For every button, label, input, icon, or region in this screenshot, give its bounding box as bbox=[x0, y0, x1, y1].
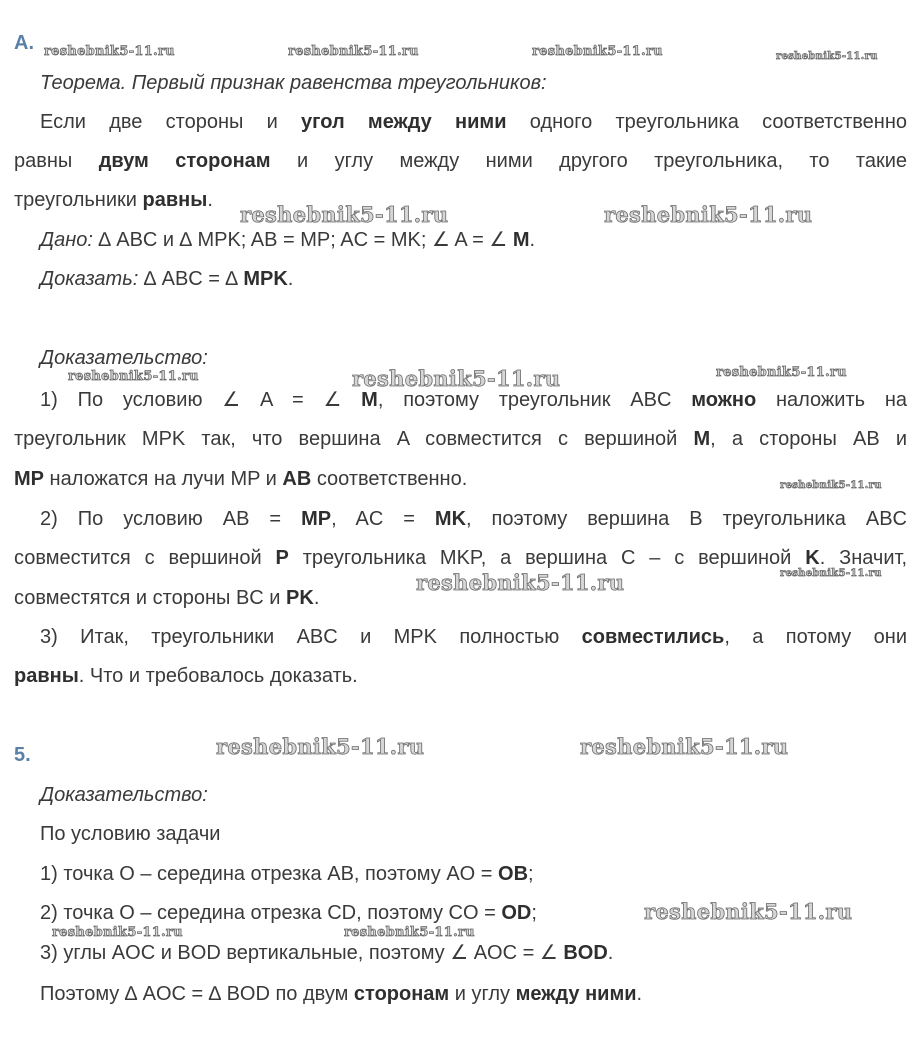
watermark: reshebnik5-11.ru bbox=[288, 44, 419, 59]
section-number-a: А. bbox=[14, 32, 34, 54]
watermark: reshebnik5-11.ru bbox=[716, 365, 847, 380]
theorem-title: Теорема. Первый признак равенства треугольников: bbox=[40, 72, 547, 94]
watermark: reshebnik5-11.ru bbox=[416, 570, 625, 595]
watermark: reshebnik5-11.ru bbox=[580, 734, 789, 759]
watermark: reshebnik5-11.ru bbox=[532, 44, 663, 59]
item-1: 1) точка O – середина отрезка AB, поэтому AO = OB; bbox=[40, 863, 534, 885]
watermark: reshebnik5-11.ru bbox=[644, 899, 853, 924]
watermark: reshebnik5-11.ru bbox=[216, 734, 425, 759]
watermark: reshebnik5-11.ru bbox=[780, 480, 882, 491]
watermark: reshebnik5-11.ru bbox=[776, 51, 878, 62]
watermark: reshebnik5-11.ru bbox=[240, 202, 449, 227]
theorem-line-1: Если две стороны и угол между ними одного треугольника соответственно bbox=[40, 111, 907, 133]
watermark: reshebnik5-11.ru bbox=[44, 44, 175, 59]
watermark: reshebnik5-11.ru bbox=[780, 568, 882, 579]
watermark: reshebnik5-11.ru bbox=[604, 202, 813, 227]
watermark: reshebnik5-11.ru bbox=[52, 925, 183, 940]
step1-line-2: треугольник MPK так, что вершина A совместится с вершиной M, а стороны AB и bbox=[14, 428, 907, 450]
step2-line-1: 2) По условию AB = MP, AC = MK, поэтому вершина B треугольника ABC bbox=[40, 508, 907, 530]
section-number-5: 5. bbox=[14, 744, 31, 766]
watermark: reshebnik5-11.ru bbox=[68, 369, 199, 384]
given-line: Дано: ∆ ABC и ∆ MPK; AB = MP; AC = MK; ∠ A = ∠ M. bbox=[40, 229, 536, 251]
step3-line-1: 3) Итак, треугольники ABC и MPK полностью совместились, а потому они bbox=[40, 626, 907, 648]
conclusion-line: Поэтому ∆ AOC = ∆ BOD по двум сторонам и углу между ними. bbox=[40, 983, 643, 1005]
step3-line-2: равны. Что и требовалось доказать. bbox=[14, 665, 358, 687]
step1-line-1: 1) По условию ∠ A = ∠ M, поэтому треугольник ABC можно наложить на bbox=[40, 389, 908, 411]
theorem-line-3: треугольники равны. bbox=[14, 189, 213, 211]
step1-line-3: MP наложатся на лучи MP и AB соответственно. bbox=[14, 468, 468, 490]
theorem-line-2: равны двум сторонам и углу между ними другого треугольника, то такие bbox=[14, 150, 907, 172]
proof-label-5: Доказательство: bbox=[40, 784, 208, 806]
proof-label-a: Доказательство: bbox=[40, 347, 208, 369]
item-3: 3) углы AOC и BOD вертикальные, поэтому ∠ AOC = ∠ BOD. bbox=[40, 942, 614, 964]
prove-line: Доказать: ∆ ABC = ∆ MPK. bbox=[40, 268, 294, 290]
step2-line-2: совместится с вершиной P треугольника MKP, а вершина C – с вершиной K. Значит, bbox=[14, 547, 908, 569]
item-2: 2) точка O – середина отрезка CD, поэтому CO = OD; bbox=[40, 902, 537, 924]
watermark: reshebnik5-11.ru bbox=[344, 925, 475, 940]
step2-line-3: совместятся и стороны BC и PK. bbox=[14, 587, 320, 609]
intro-line: По условию задачи bbox=[40, 823, 221, 845]
watermark: reshebnik5-11.ru bbox=[352, 366, 561, 391]
